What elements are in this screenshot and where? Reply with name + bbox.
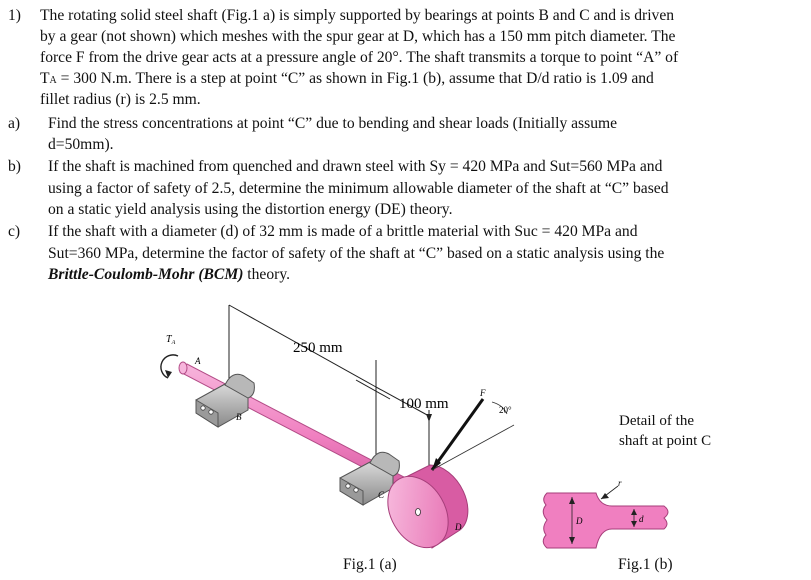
label-f: F <box>480 388 486 398</box>
part-a-line-1: Find the stress concentrations at point “C” due to bending and shear loads (Initially assume <box>48 115 618 132</box>
part-c-label: c) <box>8 223 21 240</box>
part-b-line-1: If the shaft is machined from quenched and drawn steel with Sy = 420 MPa and Sut=560 MPa and <box>48 158 663 175</box>
part-c-line-2: Sut=360 MPa, determine the factor of safety of the shaft at “C” based on a static analysis using the <box>48 245 665 262</box>
part-a-line-2: d=50mm). <box>48 136 114 153</box>
dim-arrow-100 <box>426 414 432 422</box>
part-a-label: a) <box>8 115 21 132</box>
caption-fig-1a: Fig.1 (a) <box>343 556 397 573</box>
detail-caption-line-2: shaft at point C <box>619 433 712 449</box>
question-line-3: force F from the drive gear acts at a pressure angle of 20°. The shaft transmits a torque to point “A” of <box>40 49 679 66</box>
caption-fig-1b: Fig.1 (b) <box>618 556 673 573</box>
part-b-line-3: on a static yield analysis using the distortion energy (DE) theory. <box>48 201 453 218</box>
detail-caption-line-1: Detail of the <box>619 413 694 429</box>
part-c-line-3: Brittle-Coulomb-Mohr (BCM) theory. <box>48 266 291 283</box>
figure-1b-shaft <box>543 493 668 548</box>
label-angle: 20° <box>499 405 512 415</box>
question-number: 1) <box>8 7 21 24</box>
question-line-1: The rotating solid steel shaft (Fig.1 a) is simply supported by bearings at points B and C and is driven <box>40 7 675 24</box>
label-100mm: 100 mm <box>399 396 449 412</box>
label-c: C <box>378 490 385 500</box>
force-ref-line <box>432 425 514 470</box>
part-c-line-1: If the shaft with a diameter (d) of 32 mm is made of a brittle material with Suc = 420 MPa and <box>48 223 638 240</box>
label-ta: $T_A$ <box>166 334 176 346</box>
detail-caption <box>619 411 711 451</box>
label-b: B <box>236 412 242 422</box>
label-250mm: 250 mm <box>293 340 343 356</box>
label-big-d: D <box>576 516 583 526</box>
label-a: A <box>195 356 201 366</box>
question-line-5: fillet radius (r) is 2.5 mm. <box>40 91 201 108</box>
part-b-line-2: using a factor of safety of 2.5, determine the minimum allowable diameter of the shaft at “C” based <box>48 180 669 197</box>
label-d: D <box>455 522 462 532</box>
question-line-2: by a gear (not shown) which meshes with the spur gear at D, which has a 150 mm pitch diameter. The <box>40 28 676 45</box>
dim-tick-c <box>356 380 390 399</box>
question-line-4: TA = 300 N.m. There is a step at point “C” as shown in Fig.1 (b), assume that D/d ratio is 1.09 and <box>40 70 654 87</box>
label-small-d: d <box>639 514 644 524</box>
shaft-end-a <box>179 362 187 374</box>
label-r: r <box>618 478 622 488</box>
part-b-label: b) <box>8 158 21 175</box>
